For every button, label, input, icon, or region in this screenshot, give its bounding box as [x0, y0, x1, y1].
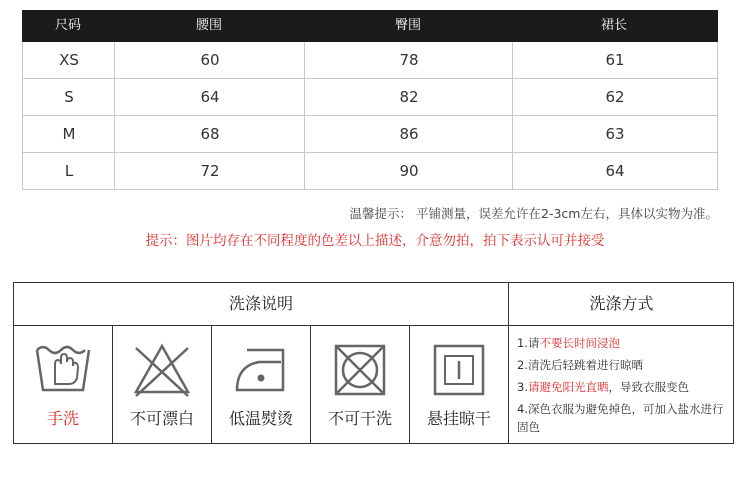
table-row [22, 116, 718, 153]
wash-instructions [13, 282, 734, 444]
method-item: 3.请避免阳光直晒，导致衣服变色 [517, 380, 689, 394]
cell-size: XS [59, 51, 79, 69]
wash-symbol-low-iron [212, 326, 311, 443]
method-item: 4.深色衣服为避免掉色，可加入盐水进行固色 [517, 402, 724, 434]
table-row [22, 153, 718, 190]
no-dry-clean-icon [330, 340, 390, 398]
cell-waist: 64 [200, 88, 220, 106]
cell-length: 61 [605, 51, 625, 69]
table-row [22, 79, 718, 116]
wash-method-title: 洗涤方式 [508, 283, 734, 326]
cell-size: S [64, 88, 74, 106]
cell-hip: 82 [399, 88, 419, 106]
header-skirt-length: 裙长 [600, 18, 627, 33]
header-hip: 臀围 [394, 18, 421, 33]
cell-waist: 68 [200, 125, 220, 143]
hand-wash-label: 手洗 [46, 409, 79, 428]
wash-symbol-hang-dry [410, 326, 509, 443]
hang-dry-label: 悬挂晾干 [426, 409, 491, 428]
header-waist: 腰围 [195, 18, 222, 33]
cell-size: M [62, 125, 76, 143]
cell-waist: 72 [200, 162, 220, 180]
hand-wash-icon [33, 340, 93, 398]
low-iron-label: 低温熨烫 [228, 409, 293, 428]
hang-dry-icon [429, 340, 489, 398]
cell-waist: 60 [200, 51, 220, 69]
no-dry-clean-label: 不可干洗 [327, 409, 392, 428]
header-size: 尺码 [54, 18, 81, 33]
cell-length: 64 [605, 162, 625, 180]
table-row [22, 42, 718, 79]
method-item: 1.请不要长时间浸泡 [517, 336, 620, 350]
cell-hip: 78 [399, 51, 419, 69]
color-tip: 提示：图片均存在不同程度的色差以上描述，介意勿拍，拍下表示认可并接受 [145, 233, 605, 249]
size-table-header [22, 10, 718, 42]
measure-tip: 温馨提示： 平铺测量，误差允许在2-3cm左右，具体以实物为准。 [349, 206, 718, 221]
wash-method-list [509, 326, 731, 443]
cell-hip: 90 [399, 162, 419, 180]
wash-symbol-no-bleach [113, 326, 212, 443]
no-bleach-icon [132, 340, 192, 398]
cell-size: L [64, 162, 74, 180]
wash-symbol-hand-wash [14, 326, 113, 443]
cell-hip: 86 [399, 125, 419, 143]
cell-length: 63 [605, 125, 625, 143]
low-iron-icon [231, 340, 291, 398]
size-table [22, 10, 718, 194]
cell-length: 62 [605, 88, 625, 106]
wash-symbol-no-dry-clean [311, 326, 410, 443]
method-item: 2.清洗后轻跳着进行晾晒 [517, 358, 643, 372]
wash-title: 洗涤说明 [14, 283, 508, 326]
no-bleach-label: 不可漂白 [129, 409, 194, 428]
